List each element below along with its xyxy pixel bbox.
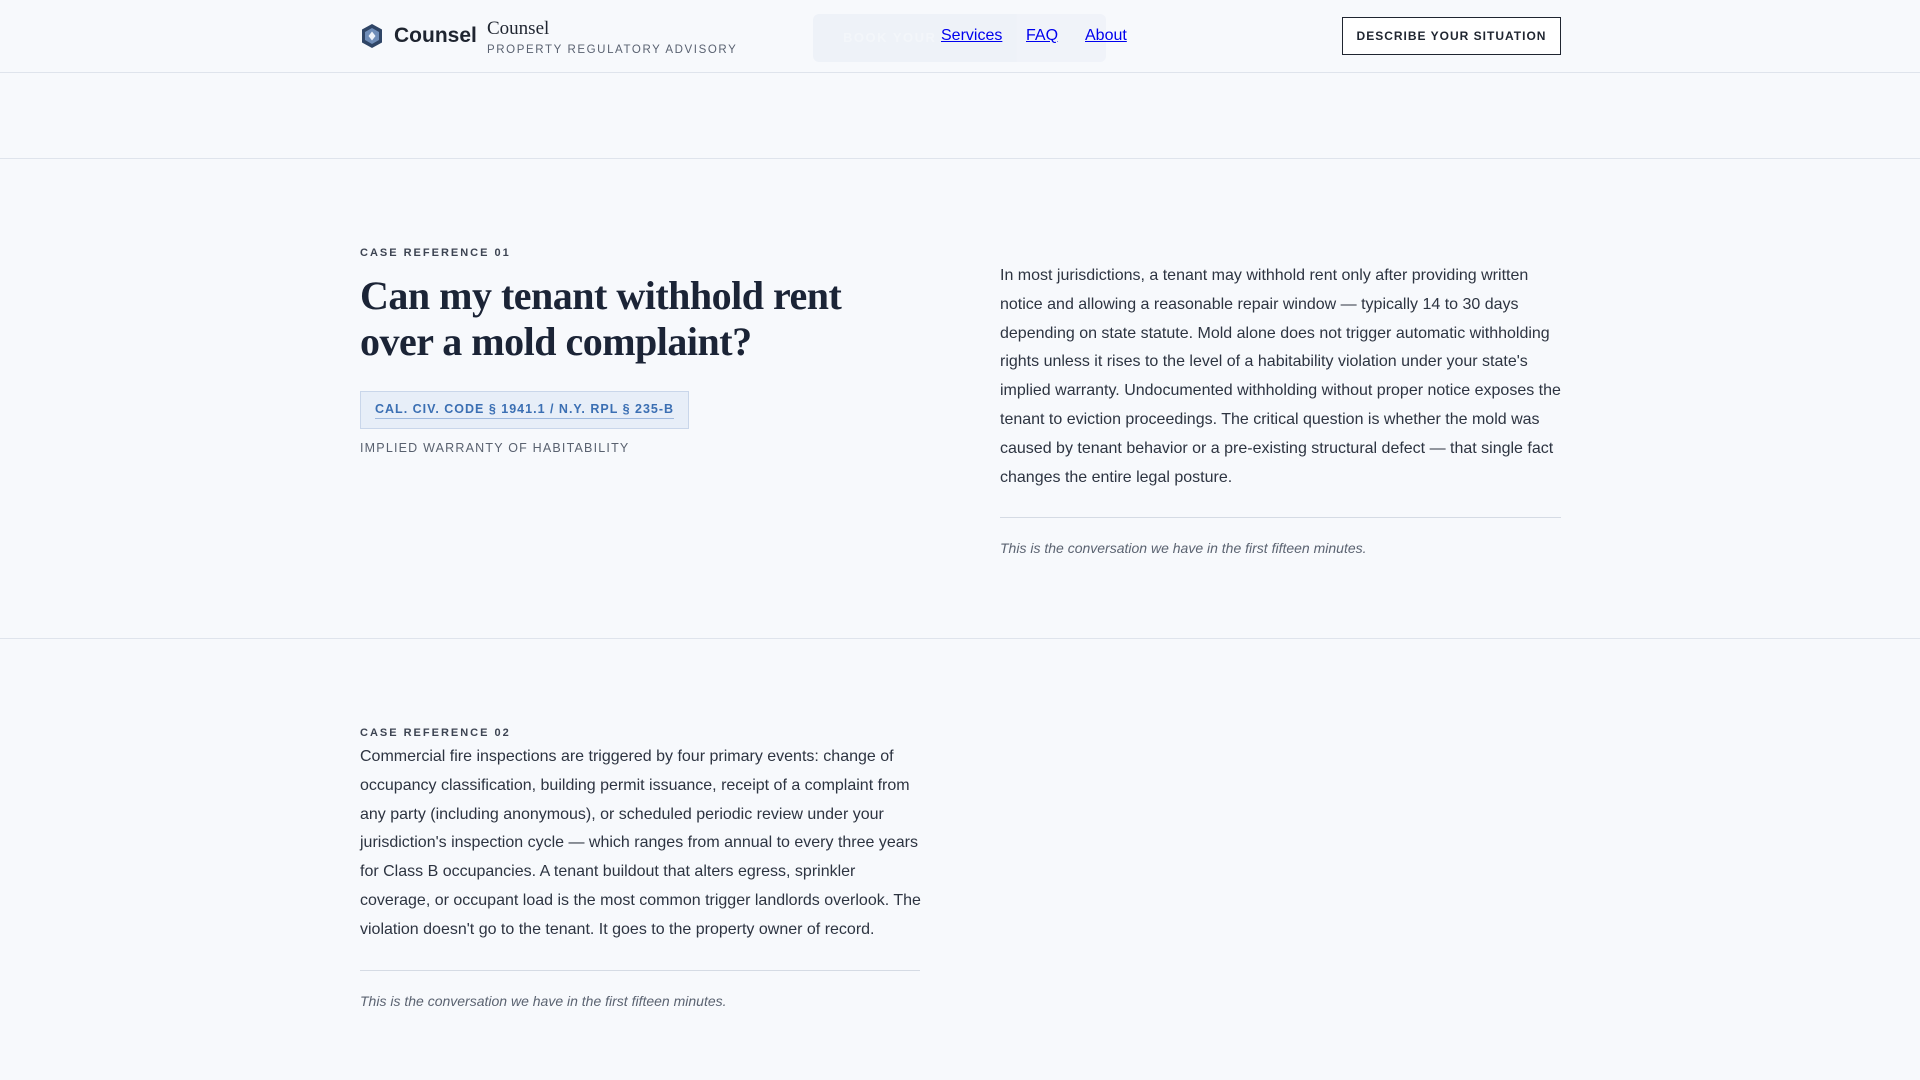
describe-situation-button[interactable]: DESCRIBE YOUR SITUATION [1342, 17, 1561, 55]
faded-book-label: BOOK YOUR [843, 30, 937, 45]
consultation-note: This is the conversation we have in the first fifteen minutes. [1000, 540, 1367, 556]
case-answer-body: In most jurisdictions, a tenant may withhold rent only after providing written notice and allowing a reasonable repair window — typically 14 to 30 days depending on state statute. Mold alone does not trigger automatic withholding rights unless it rises to the level of a habitability violation under your state's implied warranty. Undocumented withholding without proper notice exposes the tenant to eviction proceedings. The critical question is whether the mold was caused by tenant behavior or a pre-existing structural defect — that single fact changes the entire legal posture. [1000, 267, 1561, 486]
statute-citation-link[interactable] [360, 391, 689, 429]
site-header [0, 0, 1920, 73]
case-question-title: Can my tenant withhold rent over a mold complaint? [360, 273, 842, 364]
consultation-note: This is the conversation we have in the first fifteen minutes. [360, 993, 727, 1009]
header-spacer-band [0, 74, 1920, 159]
statute-citation-text: CAL. CIV. CODE § 1941.1 / N.Y. RPL § 235-B [375, 402, 674, 419]
case-eyebrow: CASE REFERENCE 02 [360, 727, 511, 739]
nav-link-services[interactable]: Services [941, 27, 1003, 44]
shield-diamond-icon [360, 23, 384, 49]
case-answer-body: Commercial fire inspections are triggered by four primary events: change of occupancy classification, building permit issuance, receipt of a complaint from any party (including anonymous), or scheduled periodic review under your jurisdiction's inspection cycle — which ranges from annual to every three years for Class B occupancies. A tenant buildout that alters egress, sprinkler coverage, or occupant load is the most common trigger landlords overlook. The violation doesn't go to the tenant. It goes to the property owner of record. [360, 748, 921, 938]
case-eyebrow: CASE REFERENCE 01 [360, 247, 511, 259]
brand-tagline: PROPERTY REGULATORY ADVISORY [487, 44, 738, 56]
nav-link-about[interactable]: About [1085, 27, 1127, 44]
brand-logo-link[interactable] [360, 24, 477, 48]
divider [360, 970, 920, 971]
case-reference-01-section [0, 160, 1920, 639]
nav-link-faq[interactable]: FAQ [1026, 27, 1059, 44]
brand-subtitle-block [487, 18, 737, 56]
divider [1000, 517, 1561, 518]
case-reference-02-section [0, 640, 1920, 1080]
brand-subtitle: Counsel [487, 18, 550, 39]
brand-name: Counsel [394, 24, 477, 47]
case-topic-tag: IMPLIED WARRANTY OF HABITABILITY [360, 441, 630, 455]
